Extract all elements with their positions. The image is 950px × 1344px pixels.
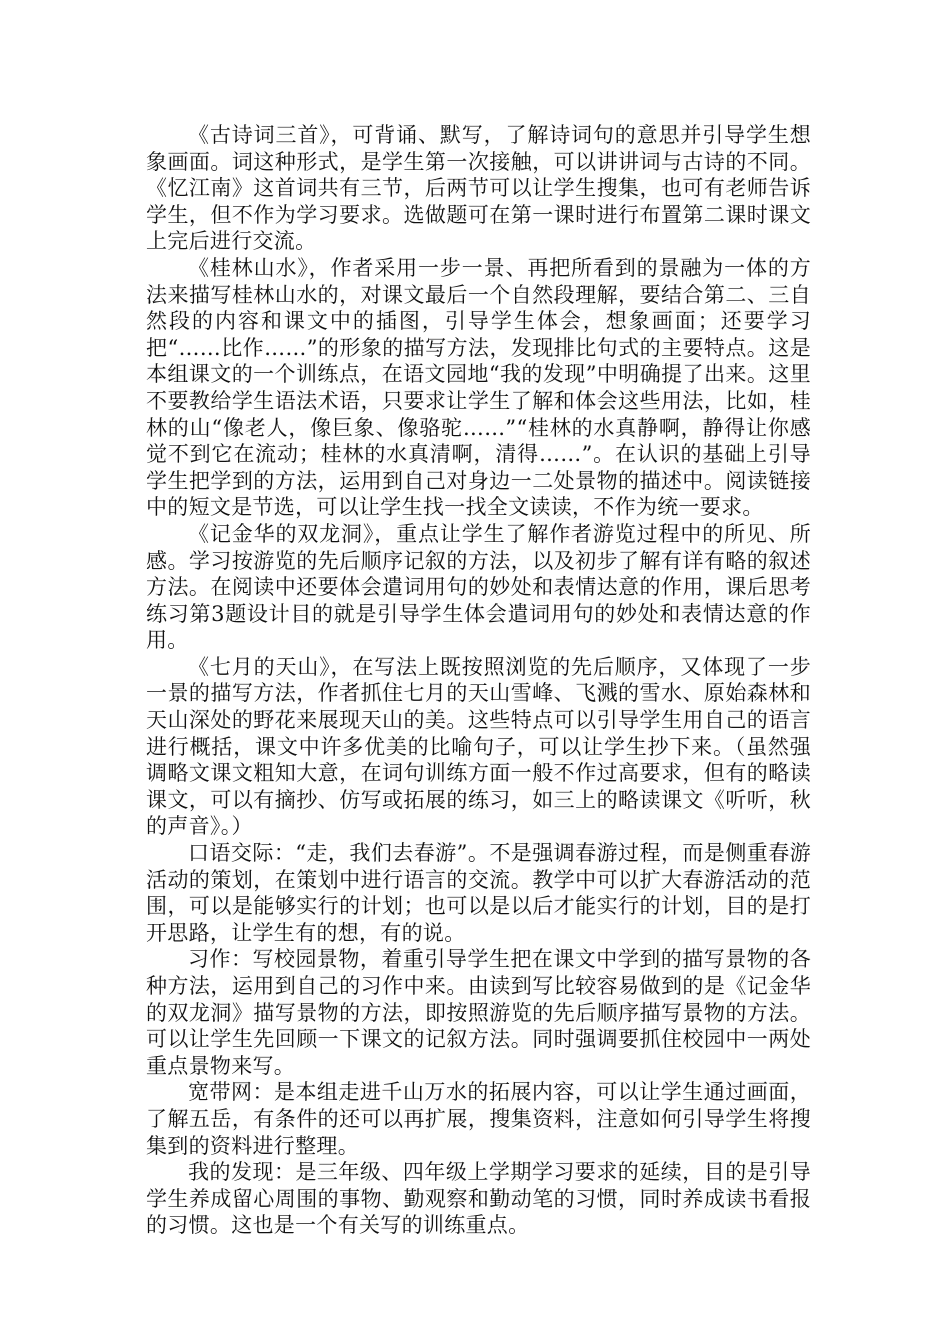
paragraph-guilin-landscape: 《桂林山水》，作者采用一步一景、再把所看到的景融为一体的方法来描写桂林山水的，对课文最后一个自然段理解，要结合第二、三自然段的内容和课文中的插图，引导学生体会，想象画面；还要学习把“……比作……”的形象的描写方法，发现排比句式的主要特点。这是本组课文的一个训练点，在语文园地“我的发现”中明确提了出来。这里不要教给学生语法术语，只要求让学生了解和体会这些用法，比如，桂林的山“像老人，像巨象、像骆驼……”“桂林的水真静啊，静得让你感觉不到它在流动；桂林的水真清啊，清得……”。在认识的基础上引导学生把学到的方法，运用到自己对身边一二处景物的描述中。阅读链接中的短文是节选，可以让学生找一找全文读读，不作为统一要求。	[146, 255, 811, 520]
paragraph-broadband: 宽带网：是本组走进千山万水的拓展内容，可以让学生通过画面，了解五岳，有条件的还可以再扩展，搜集资料，注意如何引导学生将搜集到的资料进行整理。	[146, 1080, 811, 1158]
paragraph-tianshan-july: 《七月的天山》，在写法上既按照浏览的先后顺序，又体现了一步一景的描写方法，作者抓住七月的天山雪峰、飞溅的雪水、原始森林和天山深处的野花来展现天山的美。这些特点可以引导学生用自己的语言进行概括，课文中许多优美的比喻句子，可以让学生抄下来。（虽然强调略文课文粗知大意，在词句训练方面一般不作过高要求，但有的略读课文，可以有摘抄、仿写或拓展的练习，如三上的略读课文《听听，秋的声音》。）	[146, 654, 811, 839]
paragraph-oral-communication: 口语交际：“走，我们去春游”。不是强调春游过程，而是侧重春游活动的策划，在策划中进行语言的交流。教学中可以扩大春游活动的范围，可以是能够实行的计划；也可以是以后才能实行的计划，目的是打开思路，让学生有的想，有的说。	[146, 841, 811, 945]
document-body	[146, 122, 811, 1239]
paragraph-my-discovery: 我的发现：是三年级、四年级上学期学习要求的延续，目的是引导学生养成留心周围的事物、勤观察和勤动笔的习惯，同时养成读书看报的习惯。这也是一个有关写的训练重点。	[146, 1160, 811, 1238]
paragraph-writing: 习作：写校园景物，着重引导学生把在课文中学到的描写景物的各种方法，运用到自己的习作中来。由读到写比较容易做到的是《记金华的双龙洞》描写景物的方法，即按照游览的先后顺序描写景物的方法。可以让学生先回顾一下课文的记叙方法。同时强调要抓住校园中一两处重点景物来写。	[146, 947, 811, 1078]
paragraph-double-dragon-cave: 《记金华的双龙洞》，重点让学生了解作者游览过程中的所见、所感。学习按游览的先后顺序记叙的方法，以及初步了解有详有略的叙述方法。在阅读中还要体会遣词用句的妙处和表情达意的作用，课后思考练习第3题设计目的就是引导学生体会遣词用句的妙处和表情达意的作用。	[146, 521, 811, 653]
paragraph-ancient-poems: 《古诗词三首》，可背诵、默写，了解诗词句的意思并引导学生想象画面。词这种形式，是学生第一次接触，可以讲讲词与古诗的不同。《忆江南》这首词共有三节，后两节可以让学生搜集，也可有老师告诉学生，但不作为学习要求。选做题可在第一课时进行布置第二课时课文上完后进行交流。	[146, 123, 811, 254]
